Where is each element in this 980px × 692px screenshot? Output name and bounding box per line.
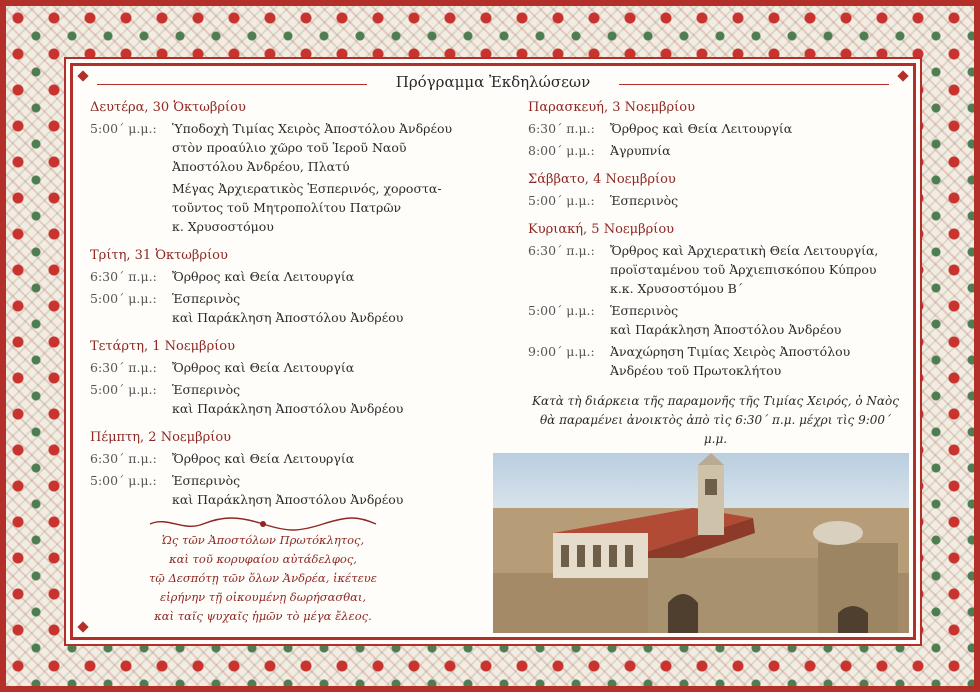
event-description: Μέγας Ἀρχιερατικὸς Ἑσπερινός, χοροστα- τοῦντος τοῦ Μητροπολίτου Πατρῶν κ. Χρυσοστόμου <box>172 181 442 234</box>
event-row <box>90 380 475 418</box>
event-row <box>90 267 475 286</box>
event-description: Ὄρθρος καὶ Θεία Λειτουργία <box>172 360 355 375</box>
day-heading: Παρασκευή, 3 Νοεμβρίου <box>528 100 696 115</box>
day-heading: Κυριακή, 5 Νοεμβρίου <box>528 222 675 237</box>
hymn-text: Ὡς τῶν Ἀποστόλων Πρωτόκλητος, καὶ τοῦ κορυφαίου αὐτάδελφος, τῷ Δεσπότῃ τῶν ὅλων Ἀνδρέα, ἱκέτευε εἰρήνην τῇ οἰκουμένῃ δωρήσασθαι, καὶ ταῖς ψυχαῖς ἡμῶν τὸ μέγα ἔλεος. <box>149 533 377 623</box>
event-description: Ἀγρυπνία <box>610 143 671 158</box>
event-description: Ἑσπερινὸς καὶ Παράκληση Ἀποστόλου Ἀνδρέου <box>610 303 842 337</box>
event-description: Ἀναχώρηση Τιμίας Χειρὸς Ἀποστόλου Ἀνδρέου τοῦ Πρωτοκλήτου <box>610 344 851 378</box>
event-row <box>90 358 475 377</box>
page-title: Πρόγραμμα Ἐκδηλώσεων <box>395 73 591 91</box>
day-heading: Πέμπτη, 2 Νοεμβρίου <box>90 430 232 445</box>
event-description: Ἑσπερινὸς καὶ Παράκληση Ἀποστόλου Ἀνδρέου <box>172 382 404 416</box>
event-row <box>90 289 475 327</box>
day-heading: Σάββατο, 4 Νοεμβρίου <box>528 172 676 187</box>
event-time: 6:30΄ π.μ.: <box>90 269 157 284</box>
border-right <box>974 0 980 692</box>
border-left <box>0 0 6 692</box>
event-row <box>90 471 475 509</box>
event-time: 5:00΄ μ.μ.: <box>528 193 595 208</box>
corner-diamond-icon <box>77 621 88 632</box>
note-line: θὰ παραμένει ἀνοικτὸς ἀπὸ τὶς 6:30΄ π.μ. μέχρι τὶς 9:00΄ μ.μ. <box>539 413 892 446</box>
event-row <box>528 191 903 210</box>
opening-hours-note <box>528 392 903 449</box>
event-time: 5:00΄ μ.μ.: <box>90 473 157 488</box>
event-time: 6:30΄ π.μ.: <box>528 243 595 258</box>
event-row <box>90 179 475 236</box>
event-row <box>528 301 903 339</box>
day-heading: Δευτέρα, 30 Ὀκτωβρίου <box>90 100 246 115</box>
event-time: 5:00΄ μ.μ.: <box>90 291 157 306</box>
day-heading: Τετάρτη, 1 Νοεμβρίου <box>90 339 236 354</box>
event-time: 9:00΄ μ.μ.: <box>528 344 595 359</box>
event-time: 6:30΄ π.μ.: <box>90 451 157 466</box>
event-row <box>528 141 903 160</box>
content-panel <box>70 63 916 640</box>
event-description: Ὄρθρος καὶ Θεία Λειτουργία <box>172 269 355 284</box>
event-time: 6:30΄ π.μ.: <box>90 360 157 375</box>
event-row <box>528 119 903 138</box>
event-row <box>90 119 475 176</box>
schedule-left-column <box>90 98 475 512</box>
event-time: 5:00΄ μ.μ.: <box>90 121 157 136</box>
event-description: Ὄρθρος καὶ Ἀρχιερατικὴ Θεία Λειτουργία, προϊσταμένου τοῦ Ἀρχιεπισκόπου Κύπρου κ.κ. Χρυσοστόμου Β΄ <box>610 243 879 296</box>
event-row <box>528 241 903 298</box>
event-description: Ἑσπερινὸς καὶ Παράκληση Ἀποστόλου Ἀνδρέου <box>172 473 404 507</box>
event-row <box>90 449 475 468</box>
day-heading: Τρίτη, 31 Ὀκτωβρίου <box>90 248 228 263</box>
event-time: 8:00΄ μ.μ.: <box>528 143 595 158</box>
event-row <box>528 342 903 380</box>
church-photo <box>493 453 909 633</box>
event-description: Ἑσπερινὸς <box>610 193 679 208</box>
border-bottom <box>0 686 980 692</box>
event-time: 5:00΄ μ.μ.: <box>528 303 595 318</box>
border-top <box>0 0 980 6</box>
event-description: Ὄρθρος καὶ Θεία Λειτουργία <box>172 451 355 466</box>
note-line: Κατὰ τὴ διάρκεια τῆς παραμονῆς τῆς Τιμίας Χειρός, ὁ Ναὸς <box>532 394 899 408</box>
event-time: 5:00΄ μ.μ.: <box>90 382 157 397</box>
event-description: Ὑποδοχὴ Τιμίας Χειρὸς Ἀποστόλου Ἀνδρέου στὸν προαύλιο χῶρο τοῦ Ἱεροῦ Ναοῦ Ἀποστόλου Ἀνδρέου, Πλατύ <box>172 121 453 174</box>
event-time <box>90 179 172 236</box>
event-time: 6:30΄ π.μ.: <box>528 121 595 136</box>
schedule-right-column <box>528 98 903 383</box>
event-description: Ὄρθρος καὶ Θεία Λειτουργία <box>610 121 793 136</box>
ornament-icon <box>148 516 378 532</box>
event-description: Ἑσπερινὸς καὶ Παράκληση Ἀποστόλου Ἀνδρέου <box>172 291 404 325</box>
